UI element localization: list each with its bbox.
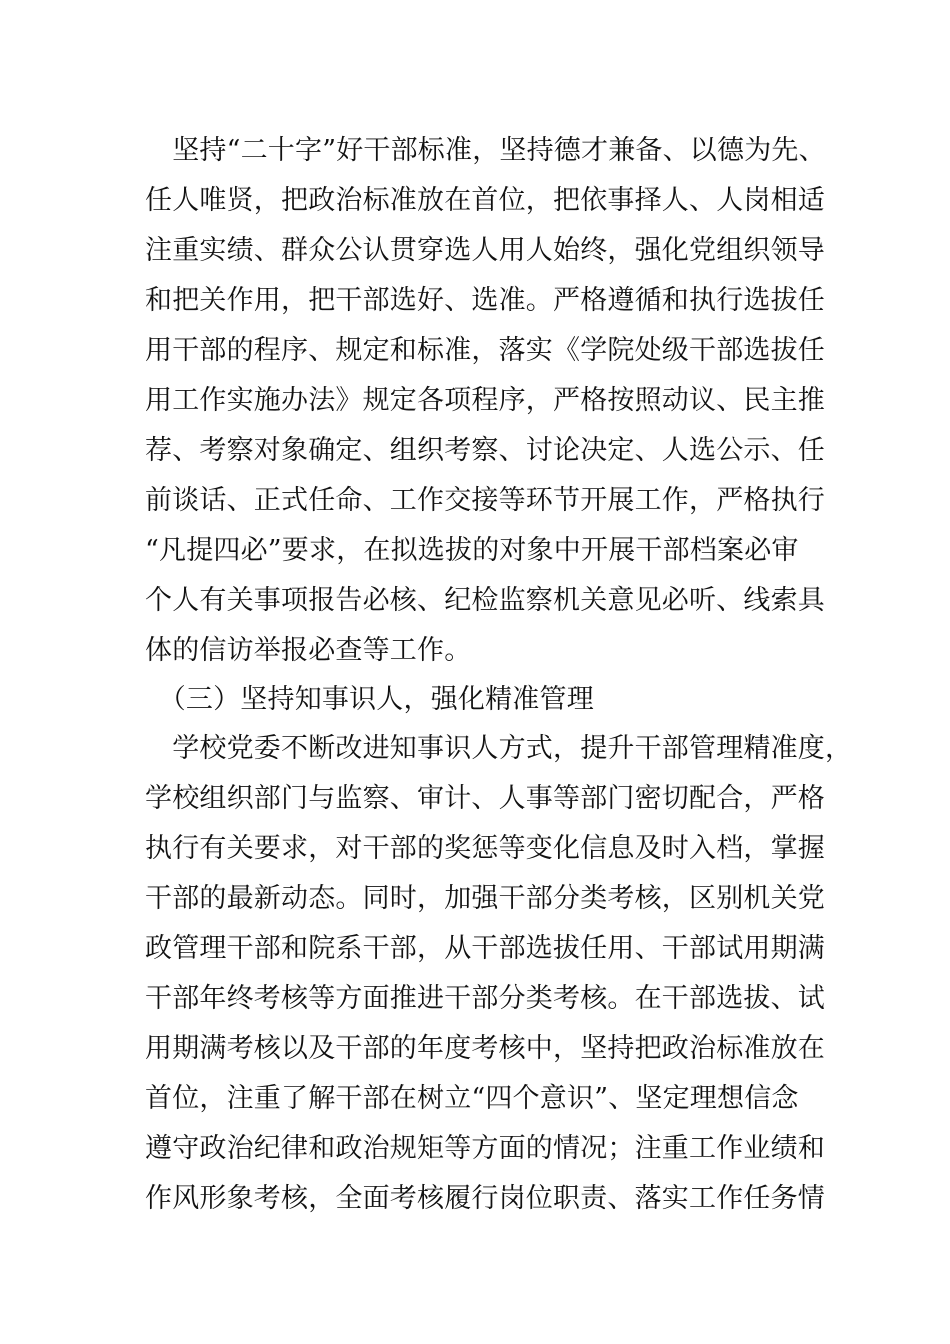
paragraph-line-5: 用干部的程序、规定和标准，落实《学院处级干部选拔任 <box>145 335 825 366</box>
paragraph-line-1: 坚持“二十字”好干部标准，坚持德才兼备、以德为先、 <box>145 135 826 166</box>
paragraph-line-18: 用期满考核以及干部的年度考核中，坚持把政治标准放在 <box>145 1033 825 1064</box>
paragraph-line-3: 注重实绩、群众公认贯穿选人用人始终，强化党组织领导 <box>145 235 825 266</box>
section-heading: （三）坚持知事识人，强化精准管理 <box>145 684 594 715</box>
paragraph-line-21: 作风形象考核，全面考核履行岗位职责、落实工作任务情 <box>145 1183 825 1214</box>
paragraph-line-8: 前谈话、正式任命、工作交接等环节开展工作，严格执行 <box>145 485 825 516</box>
paragraph-line-20: 遵守政治纪律和政治规矩等方面的情况；注重工作业绩和 <box>145 1133 825 1164</box>
paragraph-line-14: 执行有关要求，对干部的奖惩等变化信息及时入档，掌握 <box>145 833 825 864</box>
paragraph-line-7: 荐、考察对象确定、组织考察、讨论决定、人选公示、任 <box>145 435 825 466</box>
paragraph-line-2: 任人唯贤，把政治标准放在首位，把依事择人、人岗相适 <box>145 185 825 216</box>
paragraph-line-16: 政管理干部和院系干部，从干部选拔任用、干部试用期满 <box>145 933 825 964</box>
paragraph-line-9: “凡提四必”要求，在拟选拔的对象中开展干部档案必审 <box>145 535 799 566</box>
paragraph-line-11: 体的信访举报必查等工作。 <box>145 635 472 666</box>
paragraph-line-15: 干部的最新动态。同时，加强干部分类考核，区别机关党 <box>145 883 825 914</box>
paragraph-line-13: 学校组织部门与监察、审计、人事等部门密切配合，严格 <box>145 783 825 814</box>
paragraph-line-6: 用工作实施办法》规定各项程序，严格按照动议、民主推 <box>145 385 825 416</box>
paragraph-line-12: 学校党委不断改进知事识人方式，提升干部管理精准度， <box>145 733 853 764</box>
paragraph-line-19: 首位，注重了解干部在树立“四个意识”、坚定理想信念 <box>145 1083 799 1114</box>
paragraph-line-17: 干部年终考核等方面推进干部分类考核。在干部选拔、试 <box>145 983 825 1014</box>
paragraph-line-10: 个人有关事项报告必核、纪检监察机关意见必听、线索具 <box>145 585 825 616</box>
paragraph-line-4: 和把关作用，把干部选好、选准。严格遵循和执行选拔任 <box>145 285 825 316</box>
